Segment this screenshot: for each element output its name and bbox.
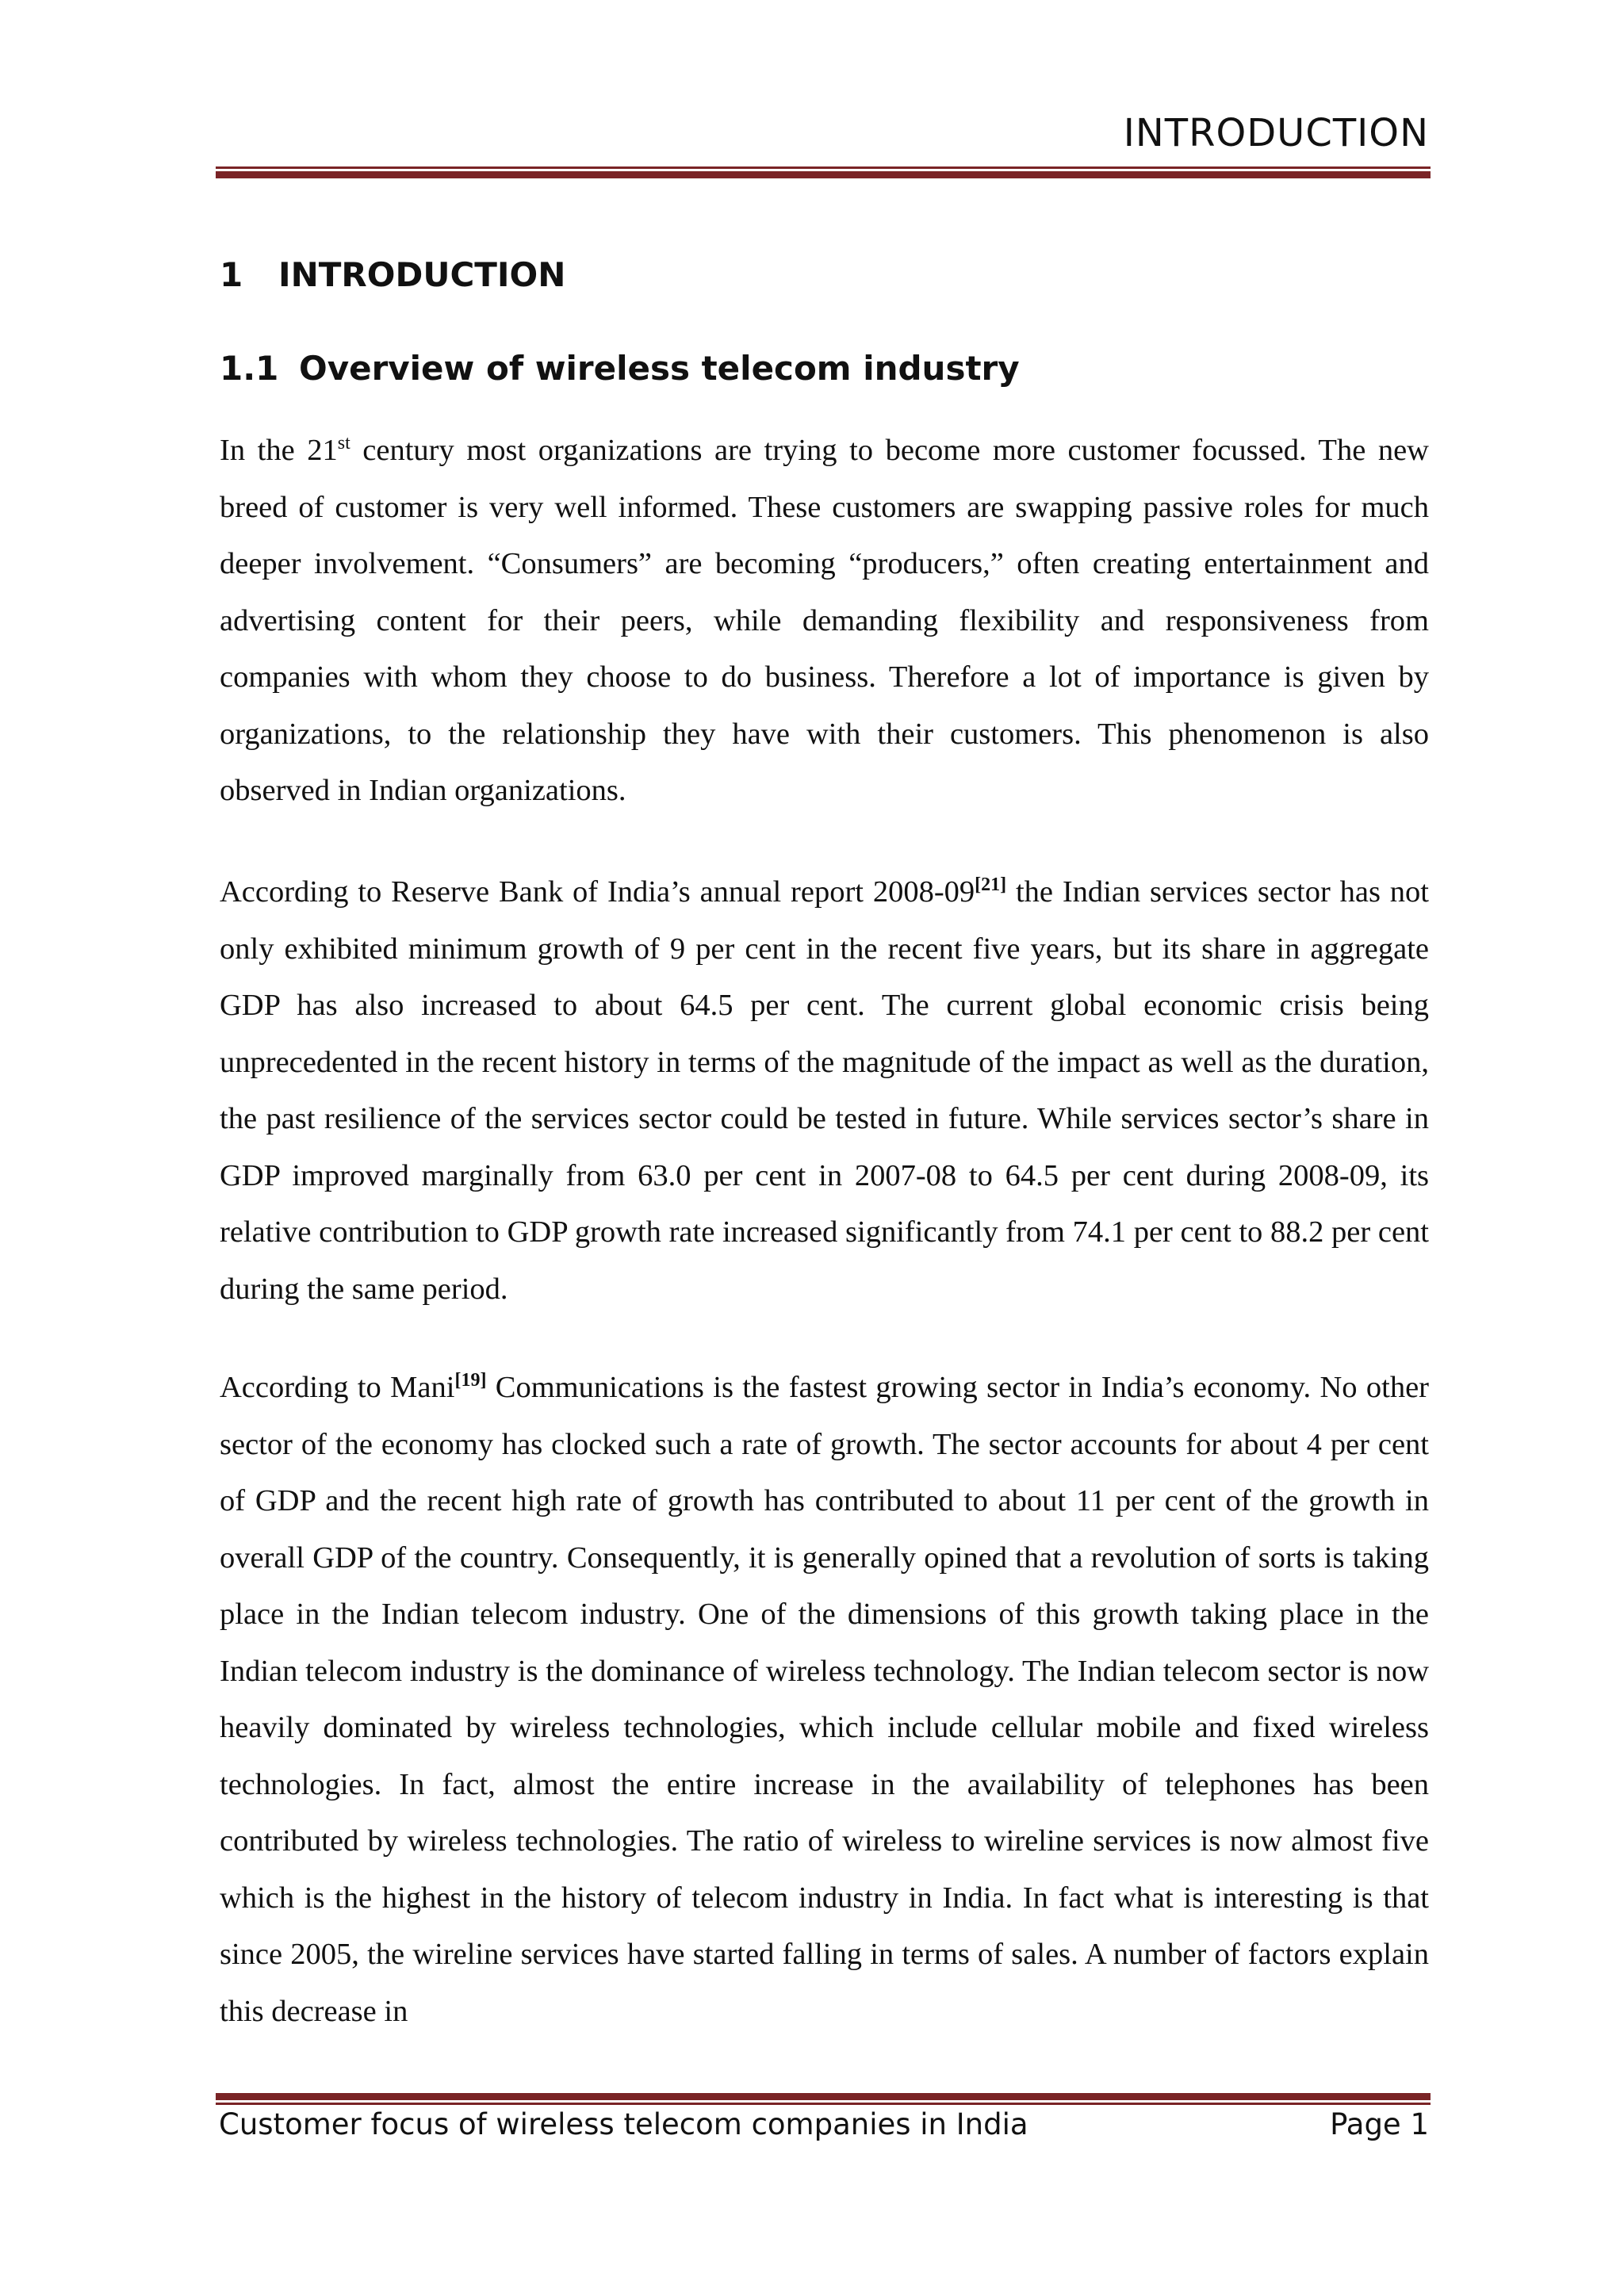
paragraph-1-text-start: In the 21 bbox=[220, 434, 338, 467]
footer-page-number: Page 1 bbox=[1330, 2107, 1429, 2141]
paragraph-2-text-rest: the Indian services sector has not only exhibited minimum growth of 9 per cent in the recent five years, but its share in aggregate GDP has also increased to about 64.5 per cent. The current global economic crisis being unprecedented in the recent history in terms of the magnitude of the impact as well as the duration, the past resilience of the services sector could be tested in future. While services sector’s share in GDP improved marginally from 63.0 per cent in 2007-08 to 64.5 per cent during 2008-09, its relative contribution to GDP growth rate increased significantly from 74.1 per cent to 88.2 per cent during the same period. bbox=[220, 875, 1429, 1306]
footer-rule-thin bbox=[216, 2103, 1431, 2105]
citation-ref-21: [21] bbox=[975, 874, 1007, 896]
paragraph-2-text-start: According to Reserve Bank of India’s annual report 2008-09 bbox=[220, 875, 975, 909]
footer-rule-thick bbox=[216, 2093, 1431, 2100]
header-rule-thin bbox=[216, 166, 1431, 169]
section-heading bbox=[220, 349, 1020, 388]
section-number: 1.1 bbox=[220, 349, 279, 388]
ordinal-superscript: st bbox=[337, 433, 350, 454]
paragraph-3 bbox=[220, 1360, 1429, 2040]
paragraph-2 bbox=[220, 864, 1429, 1318]
paragraph-3-text-start: According to Mani bbox=[220, 1371, 455, 1404]
section-title: Overview of wireless telecom industry bbox=[299, 349, 1020, 388]
chapter-title: INTRODUCTION bbox=[278, 255, 566, 294]
paragraph-1-text-rest: century most organizations are trying to become more customer focussed. The new breed of customer is very well informed. These customers are swapping passive roles for much deeper involvement. “Consumers” are becoming “producers,” often creating entertainment and advertising content for their peers, while demanding flexibility and responsiveness from companies with whom they choose to do business. Therefore a lot of importance is given by organizations, to the relationship they have with their customers. This phenomenon is also observed in Indian organizations. bbox=[220, 434, 1429, 807]
running-header: INTRODUCTION bbox=[1123, 111, 1429, 155]
paragraph-3-text-rest: Communications is the fastest growing sector in India’s economy. No other sector of the economy has clocked such a rate of growth. The sector accounts for about 4 per cent of GDP and the recent high rate of growth has contributed to about 11 per cent of the growth in overall GDP of the country. Consequently, it is generally opined that a revolution of sorts is taking place in the Indian telecom industry. One of the dimensions of this growth taking place in the Indian telecom industry is the dominance of wireless technology. The Indian telecom sector is now heavily dominated by wireless technologies, which include cellular mobile and fixed wireless technologies. In fact, almost the entire increase in the availability of telephones has been contributed by wireless technologies. The ratio of wireless to wireline services is now almost five which is the highest in the history of telecom industry in India. In fact what is interesting is that since 2005, the wireline services have started falling in terms of sales. A number of factors explain this decrease in bbox=[220, 1371, 1429, 2028]
chapter-heading bbox=[220, 255, 565, 294]
paragraph-1 bbox=[220, 423, 1429, 820]
header-rule-thick bbox=[216, 171, 1431, 178]
chapter-number: 1 bbox=[220, 255, 243, 294]
footer-document-title: Customer focus of wireless telecom companies in India bbox=[219, 2107, 1028, 2141]
citation-ref-19: [19] bbox=[454, 1370, 487, 1391]
